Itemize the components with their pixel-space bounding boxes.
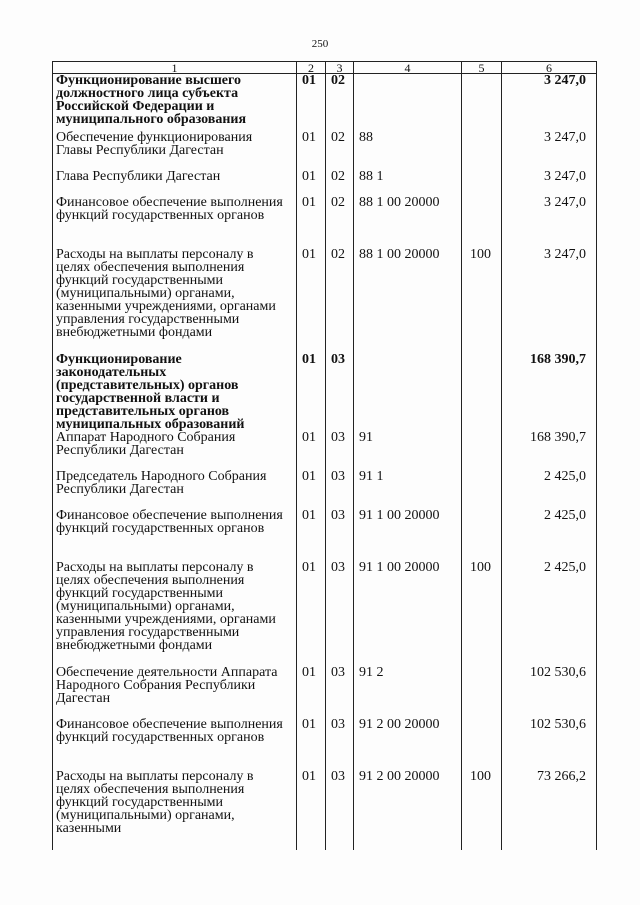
row-subsection-code: 03 [326,470,354,509]
header-col-2: 2 [297,62,326,74]
row-subsection-code: 03 [326,431,354,470]
header-col-1: 1 [53,62,297,74]
row-section-code: 01 [297,718,326,770]
row-subsection-code: 03 [326,770,354,850]
row-amount: 3 247,0 [502,74,597,131]
row-section-code: 01 [297,74,326,131]
row-subsection-code: 03 [326,718,354,770]
row-subsection-code: 02 [326,196,354,248]
row-expense-type-code: 100 [462,561,502,666]
row-target-item-code: 88 1 [354,170,462,196]
table-row [53,561,597,666]
row-amount: 168 390,7 [502,431,597,470]
row-description: Глава Республики Дагестан [53,170,297,196]
row-expense-type-code [462,718,502,770]
header-col-3: 3 [326,62,354,74]
table-row [53,353,597,431]
row-target-item-code: 88 1 00 20000 [354,196,462,248]
table-row [53,431,597,470]
row-expense-type-code [462,131,502,170]
row-section-code: 01 [297,509,326,561]
table-row [53,666,597,718]
header-col-4: 4 [354,62,462,74]
page-number: 250 [311,38,329,50]
row-section-code: 01 [297,770,326,850]
row-amount: 2 425,0 [502,509,597,561]
table-row [53,131,597,170]
table-row [53,170,597,196]
row-section-code: 01 [297,248,326,353]
row-target-item-code: 91 1 00 20000 [354,561,462,666]
row-target-item-code: 91 1 [354,470,462,509]
row-description: Обеспечение деятельности Аппарата Народного Собрания Республики Дагестан [53,666,297,718]
header-col-5: 5 [462,62,502,74]
row-amount: 3 247,0 [502,170,597,196]
row-subsection-code: 02 [326,170,354,196]
row-subsection-code: 02 [326,74,354,131]
header-row [53,62,597,74]
row-amount: 2 425,0 [502,561,597,666]
row-amount: 102 530,6 [502,718,597,770]
table-row [53,718,597,770]
row-expense-type-code [462,74,502,131]
row-section-code: 01 [297,561,326,666]
row-description: Финансовое обеспечение выполнения функций государственных органов [53,196,297,248]
table-row [53,196,597,248]
table-row [53,509,597,561]
row-section-code: 01 [297,666,326,718]
row-description: Расходы на выплаты персоналу в целях обеспечения выполнения функций государственными (муниципальными) органами, казенными учреждениями, органами управления государственными внебюджетными фондами [53,248,297,353]
row-expense-type-code [462,509,502,561]
row-subsection-code: 03 [326,561,354,666]
row-target-item-code: 91 2 00 20000 [354,718,462,770]
row-description: Расходы на выплаты персоналу в целях обеспечения выполнения функций государственными (муниципальными) органами, казенными [53,770,297,850]
row-description: Обеспечение функционирования Главы Республики Дагестан [53,131,297,170]
row-description: Председатель Народного Собрания Республики Дагестан [53,470,297,509]
row-target-item-code: 88 1 00 20000 [354,248,462,353]
row-subsection-code: 03 [326,353,354,431]
row-description: Аппарат Народного Собрания Республики Дагестан [53,431,297,470]
row-amount: 3 247,0 [502,196,597,248]
row-subsection-code: 03 [326,509,354,561]
row-subsection-code: 02 [326,131,354,170]
row-amount: 3 247,0 [502,131,597,170]
row-target-item-code [354,353,462,431]
table-row [53,470,597,509]
row-description: Расходы на выплаты персоналу в целях обеспечения выполнения функций государственными (муниципальными) органами, казенными учреждениями, органами управления государственными внебюджетными фондами [53,561,297,666]
row-target-item-code: 91 [354,431,462,470]
row-description: Финансовое обеспечение выполнения функций государственных органов [53,718,297,770]
table-row [53,74,597,131]
row-expense-type-code [462,470,502,509]
row-expense-type-code [462,353,502,431]
row-target-item-code: 91 1 00 20000 [354,509,462,561]
row-section-code: 01 [297,131,326,170]
row-amount: 2 425,0 [502,470,597,509]
row-description: Функционирование высшего должностного лица субъекта Российской Федерации и муниципального образования [53,74,297,131]
budget-table [52,61,597,850]
row-target-item-code: 91 2 00 20000 [354,770,462,850]
row-section-code: 01 [297,470,326,509]
row-expense-type-code: 100 [462,248,502,353]
row-expense-type-code [462,666,502,718]
header-col-6: 6 [502,62,597,74]
row-amount: 168 390,7 [502,353,597,431]
row-expense-type-code: 100 [462,770,502,850]
row-section-code: 01 [297,170,326,196]
row-section-code: 01 [297,431,326,470]
row-amount: 73 266,2 [502,770,597,850]
row-target-item-code: 88 [354,131,462,170]
row-description: Финансовое обеспечение выполнения функций государственных органов [53,509,297,561]
table-row [53,770,597,850]
row-target-item-code: 91 2 [354,666,462,718]
row-amount: 102 530,6 [502,666,597,718]
row-subsection-code: 03 [326,666,354,718]
row-target-item-code [354,74,462,131]
row-section-code: 01 [297,353,326,431]
row-section-code: 01 [297,196,326,248]
row-amount: 3 247,0 [502,248,597,353]
row-expense-type-code [462,431,502,470]
row-subsection-code: 02 [326,248,354,353]
row-expense-type-code [462,170,502,196]
row-description: Функционирование законодательных (представительных) органов государственной власти и представительных органов муниципальных образований [53,353,297,431]
table-row [53,248,597,353]
row-expense-type-code [462,196,502,248]
